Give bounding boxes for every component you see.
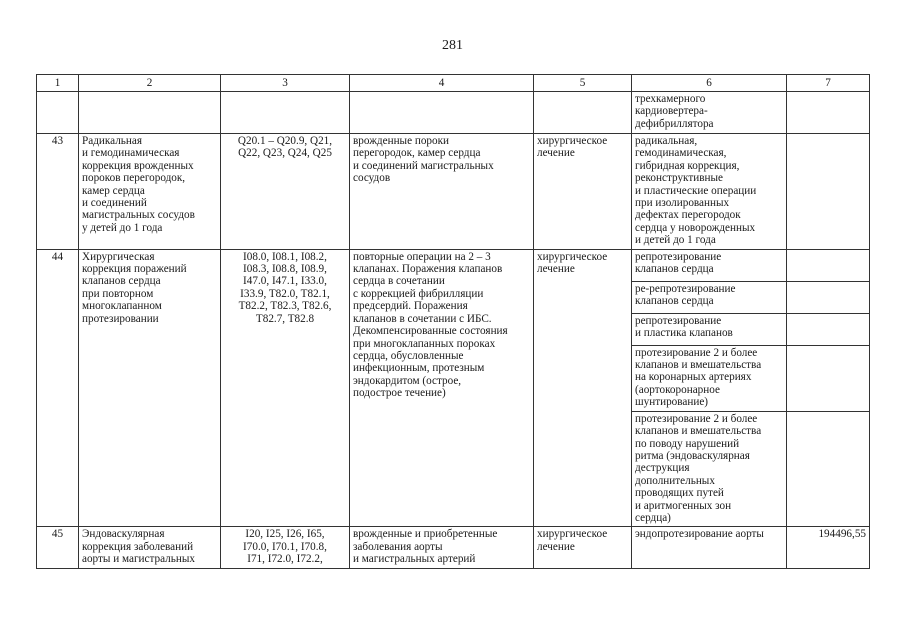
column-header: 2	[79, 75, 221, 92]
procedure-name: Эндоваскулярная коррекция заболеваний аорты и магистральных	[79, 527, 221, 568]
treatment-method: радикальная, гемодинамическая, гибридная коррекция, реконструктивные и пластические операции при изолированных дефектах перегородок сердца у новорожденных и детей до 1 года	[632, 134, 787, 250]
row-number: 43	[37, 134, 79, 250]
treatment-method: эндопротезирование аорты	[632, 527, 787, 568]
table-row	[37, 134, 870, 250]
treatment-type: хирургическое лечение	[534, 134, 632, 250]
medical-care-table	[36, 74, 870, 569]
column-header: 7	[787, 75, 870, 92]
row-number: 44	[37, 249, 79, 527]
row-number	[37, 92, 79, 134]
cost-amount	[787, 134, 870, 250]
treatment-type	[534, 92, 632, 134]
treatment-type: хирургическое лечение	[534, 249, 632, 527]
treatment-method: репротезирование клапанов сердца	[632, 249, 787, 281]
patient-model: врожденные и приобретенные заболевания аорты и магистральных артерий	[350, 527, 534, 568]
column-header: 1	[37, 75, 79, 92]
icd-codes: I20, I25, I26, I65, I70.0, I70.1, I70.8, I71, I72.0, I72.2,	[221, 527, 350, 568]
icd-codes: Q20.1 – Q20.9, Q21, Q22, Q23, Q24, Q25	[221, 134, 350, 250]
patient-model: повторные операции на 2 – 3 клапанах. Поражения клапанов сердца в сочетании с коррекцией фибрилляции предсердий. Поражения клапанов в сочетании с ИБС. Декомпенсированные состояния при многоклапанных пороках сердца, обусловленные инфекционным, протезным эндокардитом (острое, подострое течение)	[350, 249, 534, 527]
table-row	[37, 527, 870, 568]
table-row	[37, 249, 870, 281]
procedure-name	[79, 92, 221, 134]
cost-amount	[787, 92, 870, 134]
column-header: 5	[534, 75, 632, 92]
column-header: 4	[350, 75, 534, 92]
icd-codes: I08.0, I08.1, I08.2, I08.3, I08.8, I08.9, I47.0, I47.1, I33.0, I33.9, T82.0, T82.1, T82.2, T82.3, T82.6, T82.7, T82.8	[221, 249, 350, 527]
cost-amount	[787, 249, 870, 281]
column-header: 6	[632, 75, 787, 92]
patient-model	[350, 92, 534, 134]
page-number: 281	[442, 38, 463, 53]
treatment-method: трехкамерного кардиовертера- дефибриллятора	[632, 92, 787, 134]
cost-amount	[787, 281, 870, 313]
table-row	[37, 92, 870, 134]
icd-codes	[221, 92, 350, 134]
procedure-name: Хирургическая коррекция поражений клапанов сердца при повторном многоклапанном протезировании	[79, 249, 221, 527]
treatment-method: ре-репротезирование клапанов сердца	[632, 281, 787, 313]
cost-amount	[787, 345, 870, 411]
treatment-method: протезирование 2 и более клапанов и вмешательства по поводу нарушений ритма (эндоваскулярная деструкция дополнительных проводящих путей и аритмогенных зон сердца)	[632, 411, 787, 527]
procedure-name: Радикальная и гемодинамическая коррекция врожденных пороков перегородок, камер сердца и соединений магистральных сосудов у детей до 1 года	[79, 134, 221, 250]
cost-amount	[787, 411, 870, 527]
patient-model: врожденные пороки перегородок, камер сердца и соединений магистральных сосудов	[350, 134, 534, 250]
column-header: 3	[221, 75, 350, 92]
cost-amount	[787, 313, 870, 345]
cost-amount: 194496,55	[787, 527, 870, 568]
treatment-type: хирургическое лечение	[534, 527, 632, 568]
treatment-method: репротезирование и пластика клапанов	[632, 313, 787, 345]
treatment-method: протезирование 2 и более клапанов и вмешательства на коронарных артериях (аортокоронарное шунтирование)	[632, 345, 787, 411]
table-header-row	[37, 75, 870, 92]
row-number: 45	[37, 527, 79, 568]
